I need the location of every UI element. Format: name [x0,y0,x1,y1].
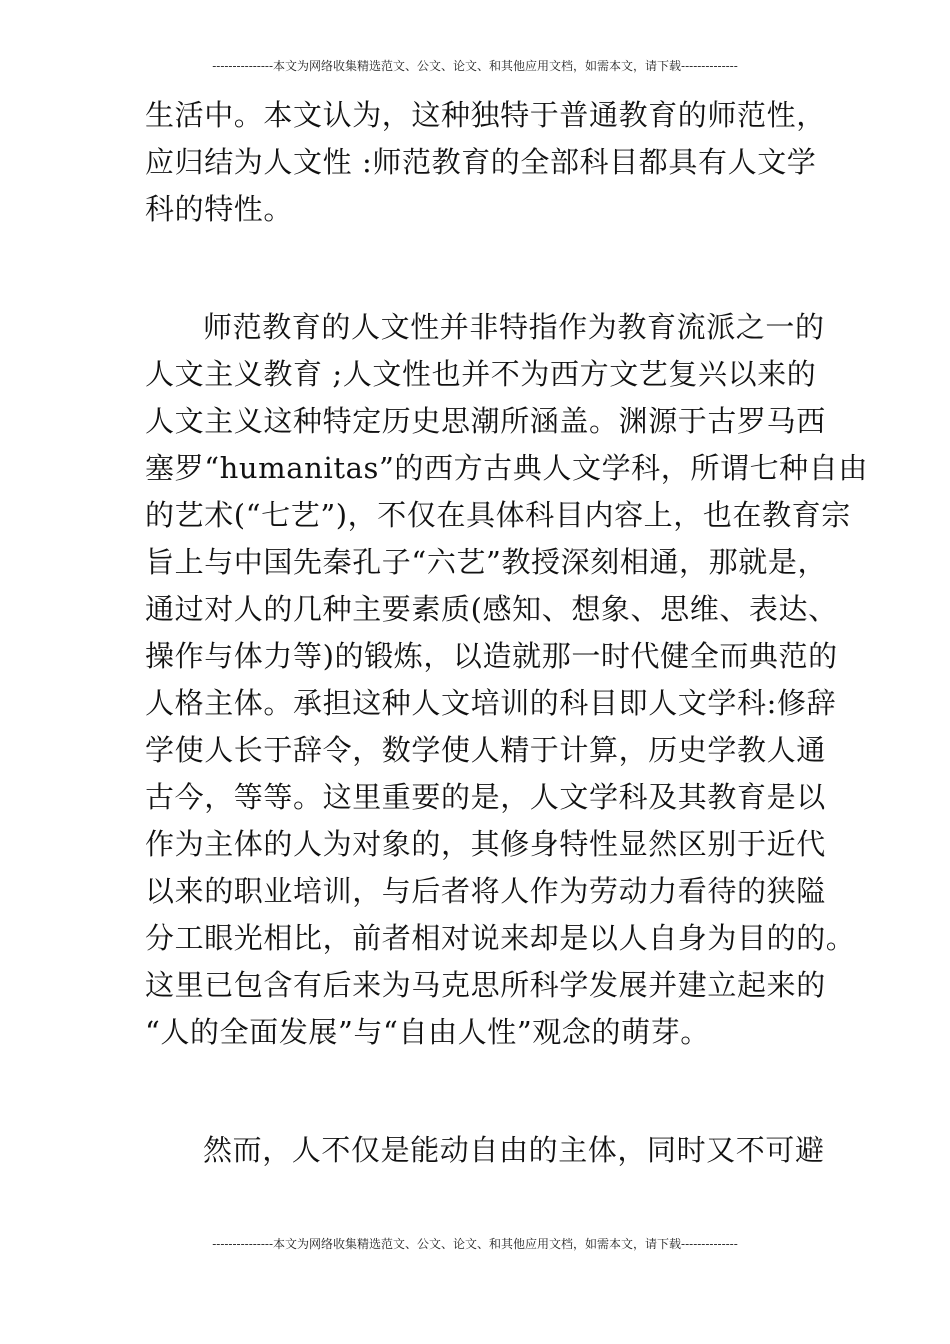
text-line: 古今，等等。这里重要的是，人文学科及其教育是以 [145,780,826,814]
text-line: 科的特性。 [145,192,294,226]
text-line: 的艺术(“七艺”)，不仅在具体科目内容上，也在教育宗 [145,498,851,532]
text-line: 这里已包含有后来为马克思所科学发展并建立起来的 [145,968,826,1002]
text-line: 学使人长于辞令，数学使人精于计算，历史学教人通 [145,733,826,767]
text-line: 分工眼光相比，前者相对说来却是以人自身为目的的。 [145,921,856,955]
text-line: “人的全面发展”与“自由人性”观念的萌芽。 [145,1015,710,1049]
text-line: 人格主体。承担这种人文培训的科目即人文学科:修辞 [145,686,837,720]
text-line: 人文主义教育 ;人文性也并不为西方文艺复兴以来的 [145,357,817,391]
text-line: 通过对人的几种主要素质(感知、想象、思维、表达、 [145,592,838,626]
body-text [145,92,868,1174]
paragraph-3 [145,1127,825,1174]
text-line: 旨上与中国先秦孔子“六艺”教授深刻相通，那就是， [145,545,828,579]
text-line: 操作与体力等)的锻炼，以造就那一时代健全而典范的 [145,639,838,673]
text-line: 塞罗“humanitas”的西方古典人文学科，所谓七种自由 [145,451,868,485]
paragraph-2 [145,304,868,1056]
text-line: 生活中。本文认为，这种独特于普通教育的师范性， [145,98,826,132]
paragraph-1 [145,92,826,233]
text-line: 应归结为人文性 :师范教育的全部科目都具有人文学 [145,145,817,179]
header-banner: ---------------本文为网络收集精选范文、公文、论文、和其他应用文档，如需本文，请下载-------------- [212,59,738,73]
text-line: 人文主义这种特定历史思潮所涵盖。渊源于古罗马西 [145,404,826,438]
text-line: 以来的职业培训，与后者将人作为劳动力看待的狭隘 [145,874,826,908]
text-line: 师范教育的人文性并非特指作为教育流派之一的 [203,310,825,344]
text-line: 然而，人不仅是能动自由的主体，同时又不可避 [203,1133,825,1167]
footer-banner: ---------------本文为网络收集精选范文、公文、论文、和其他应用文档，如需本文，请下载-------------- [212,1237,738,1251]
text-line: 作为主体的人为对象的，其修身特性显然区别于近代 [145,827,826,861]
